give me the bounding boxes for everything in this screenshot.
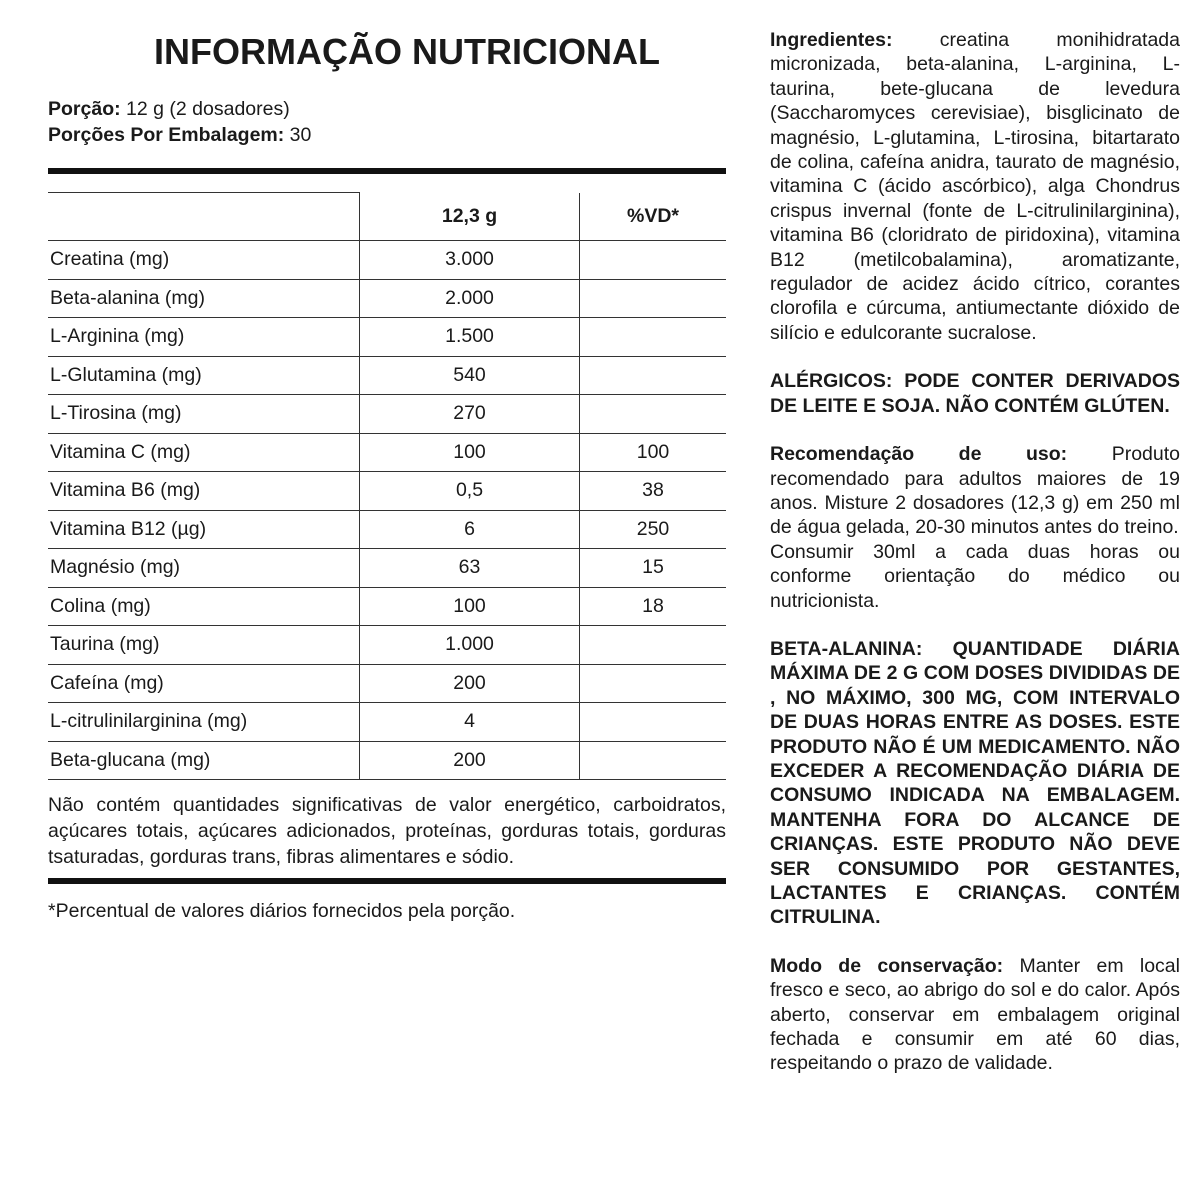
- nutrient-name: L-Tirosina (mg): [48, 395, 360, 434]
- recommendation-label: Recomendação de uso:: [770, 443, 1068, 466]
- page-title: INFORMAÇÃO NUTRICIONAL: [154, 31, 660, 72]
- nutrient-vd: 38: [580, 472, 727, 511]
- nutrient-name: Beta-alanina (mg): [48, 279, 360, 318]
- nutrition-note: Não contém quantidades significativas de valor energético, carboidratos, açúcares totais, açúcares adicionados, proteínas, gorduras totais, gorduras tsaturadas, gorduras trans, fibras alimentares e sódio.: [48, 794, 726, 868]
- nutrient-vd: 250: [580, 510, 727, 549]
- nutrient-amount: 540: [360, 356, 580, 395]
- nutrient-amount: 200: [360, 664, 580, 703]
- nutrient-vd: [580, 741, 727, 780]
- nutrient-amount: 4: [360, 703, 580, 742]
- nutrient-amount: 63: [360, 549, 580, 588]
- table-row: [48, 318, 726, 357]
- header-name: [48, 193, 360, 241]
- table-row: [48, 510, 726, 549]
- ingredients-text: creatina monihidratada micronizada, beta-alanina, L-arginina, L-taurina, bete-glucana de levedura (Saccharomyces cerevisiae), bisglicinato de magnésio, L-glutamina, L-tirosina, bitartarato de colina, cafeína anidra, taurato de magnésio, vitamina C (ácido ascórbico), alga Chondrus crispus invernal (fonte de L-citrulinilarginina), vitamina B6 (cloridrato de piridoxina), vitamina B12 (metilcobalamina), aromatizante, regulador de acidez ácido cítrico, corantes clorofila e cúrcuma, antiumectante dióxido de silício e edulcorante sucralose.: [770, 29, 1180, 344]
- nutrient-amount: 200: [360, 741, 580, 780]
- recommendation-text: Produto recomendado para adultos maiores de 19 anos. Misture 2 dosadores (12,3 g) em 250 ml de água gelada, 20-30 minutos antes do treino.: [770, 443, 1181, 539]
- nutrient-name: Taurina (mg): [48, 626, 360, 665]
- nutrient-name: L-Arginina (mg): [48, 318, 360, 357]
- nutrient-vd: [580, 664, 727, 703]
- table-row: [48, 279, 726, 318]
- table-row: [48, 664, 726, 703]
- nutrient-amount: 3.000: [360, 241, 580, 280]
- table-row: [48, 626, 726, 665]
- nutrient-vd: [580, 356, 727, 395]
- nutrition-table: [48, 192, 726, 780]
- nutrient-amount: 100: [360, 587, 580, 626]
- ingredients-label: Ingredientes:: [770, 29, 893, 51]
- warning-section: BETA-ALANINA: QUANTIDADE DIÁRIA MÁXIMA DE 2 G COM DOSES DIVIDIDAS DE , NO MÁXIMO, 300 MG, COM INTERVALO DE DUAS HORAS ENTRE AS DOSES. ESTE PRODUTO NÃO É UM MEDICAMENTO. NÃO EXCEDER A RECOMENDAÇÃO DIÁRIA DE CONSUMO INDICADA NA EMBALAGEM. MANTENHA FORA DO ALCANCE DE CRIANÇAS. ESTE PRODUTO NÃO DEVE SER CONSUMIDO POR GESTANTES, LACTANTES E CRIANÇAS. CONTÉM CITRULINA.: [770, 637, 1180, 929]
- table-row: [48, 241, 726, 280]
- nutrient-amount: 270: [360, 395, 580, 434]
- table-row: [48, 356, 726, 395]
- nutrient-name: Vitamina B6 (mg): [48, 472, 360, 511]
- nutrition-panel: [48, 28, 726, 924]
- recommendation-section: [770, 442, 1180, 613]
- header-amount: 12,3 g: [360, 193, 580, 241]
- nutrient-vd: [580, 318, 727, 357]
- nutrient-vd: 18: [580, 587, 727, 626]
- nutrient-amount: 1.500: [360, 318, 580, 357]
- product-info: [770, 28, 1180, 1100]
- portions-per-pack-value: 30: [284, 124, 312, 146]
- top-divider: [48, 168, 726, 174]
- nutrient-name: Creatina (mg): [48, 241, 360, 280]
- table-row: [48, 587, 726, 626]
- table-row: [48, 395, 726, 434]
- table-row: [48, 703, 726, 742]
- table-row: [48, 472, 726, 511]
- storage-section: [770, 954, 1180, 1076]
- nutrient-amount: 1.000: [360, 626, 580, 665]
- recommendation-text-2: Consumir 30ml a cada duas horas ou conforme orientação do médico ou nutricionista.: [770, 540, 1180, 612]
- nutrient-name: L-citrulinilarginina (mg): [48, 703, 360, 742]
- bottom-divider: [48, 878, 726, 884]
- nutrient-name: Colina (mg): [48, 587, 360, 626]
- header-vd: %VD*: [580, 193, 727, 241]
- nutrient-amount: 2.000: [360, 279, 580, 318]
- footnote: *Percentual de valores diários fornecidos pela porção.: [48, 900, 516, 922]
- storage-label: Modo de conservação:: [770, 954, 1004, 977]
- portions-per-pack-line: [48, 122, 726, 148]
- nutrient-name: L-Glutamina (mg): [48, 356, 360, 395]
- portion-label: Porção:: [48, 98, 121, 120]
- table-row: [48, 549, 726, 588]
- nutrient-name: Magnésio (mg): [48, 549, 360, 588]
- nutrient-amount: 6: [360, 510, 580, 549]
- nutrient-vd: [580, 703, 727, 742]
- table-row: [48, 741, 726, 780]
- storage-text: Manter em local fresco e seco, ao abrigo do sol e do calor. Após aberto, conservar em embalagem original fechada e consumir em até 60 dias, respeitando o prazo de validade.: [770, 954, 1180, 1075]
- ingredients-section: [770, 28, 1180, 345]
- portion-line: [48, 96, 726, 122]
- allergens-section: ALÉRGICOS: PODE CONTER DERIVADOS DE LEITE E SOJA. NÃO CONTÉM GLÚTEN.: [770, 370, 1180, 417]
- nutrition-table-body: [48, 241, 726, 780]
- nutrient-name: Beta-glucana (mg): [48, 741, 360, 780]
- nutrient-vd: [580, 626, 727, 665]
- table-header-row: [48, 193, 726, 241]
- nutrient-name: Vitamina C (mg): [48, 433, 360, 472]
- table-row: [48, 433, 726, 472]
- nutrient-vd: [580, 241, 727, 280]
- nutrient-amount: 100: [360, 433, 580, 472]
- nutrient-name: Cafeína (mg): [48, 664, 360, 703]
- portion-value: 12 g (2 dosadores): [120, 98, 290, 120]
- nutrient-vd: [580, 395, 727, 434]
- nutrient-vd: [580, 279, 727, 318]
- nutrient-vd: 15: [580, 549, 727, 588]
- nutrient-name: Vitamina B12 (µg): [48, 510, 360, 549]
- nutrient-amount: 0,5: [360, 472, 580, 511]
- nutrient-vd: 100: [580, 433, 727, 472]
- portions-per-pack-label: Porções Por Embalagem:: [48, 124, 285, 146]
